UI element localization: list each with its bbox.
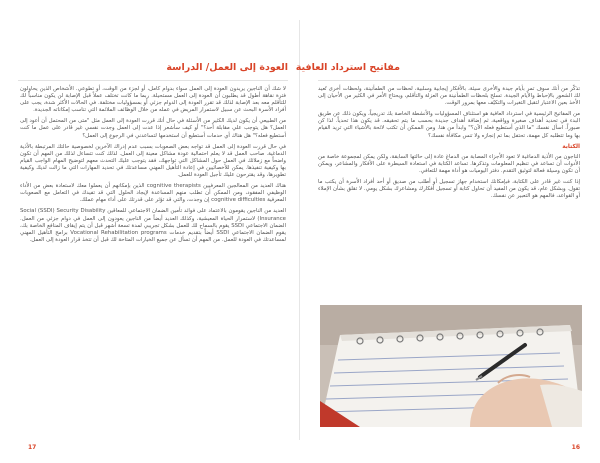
journal-writing-illustration xyxy=(320,305,582,427)
journal-writing-photo xyxy=(320,305,582,427)
writing-subheading: الكتابة xyxy=(562,143,580,150)
left-paragraph-3: في حال قررت العودة إلى العمل قد تواجه بعض الصعوبات بسبب عدم إدراك الآخرين لخصوصية حالتك المرتبطة بالأذية الدماغية. صاحب العمل قد لا يعلم احتمالية عودة مشاكل معينة إلى العمل. لذلك كنت تتساءل لذلك من المهم أن تكون واضحاً مع زملائك في العمل حول المشاكل التي تواجهك، فقد يتوجب عليك التحدث معهم لتوضيح المهام الواجب القيام بها وكيفية تنفيذها. يمكن للأخصائيين في إعادة التأهيل المهني مساعدتك في تحديد المهارات التي ما زالت لديك وكيفية تطويرها، وقد يقترحون عليك تأجيل العودة للعمل. xyxy=(20,143,286,179)
right-heading-rule xyxy=(318,80,580,81)
right-paragraph-1: تذكّر من أنك سوف تمر بأيام جيدة والأخرى سيئة، بالأفكار إيجابية وسلبية، لحظات من الطمأنينة، ولحظات أخرى تُعيد لك الشعور بالإحباط والأيام الجيدة. تسلح بلحظات الطمأنينة من العزلة والتأقلم، ويحتاج الأمر في الكثير من الأحيان إلى الأخذ بعين الاعتبار لتقبل التغيرات والتكيّف معها بمرور الوقت. xyxy=(318,86,580,107)
right-page-body xyxy=(318,86,580,204)
right-page-number: 16 xyxy=(571,444,580,451)
left-page-number: 17 xyxy=(28,444,37,451)
left-page-body xyxy=(20,86,286,248)
left-page-heading: العودة إلى العمل/ الدراسة xyxy=(166,62,288,73)
right-paragraph-3: الناجون من الأذية الدماغية لا تعود الأجزاء المصابة من الدماغ عادة إلى حالتها السابقة، ولكن يمكن لمجموعة خاصة من الأدوات أن تساعد في تنظيم المعلومات وتذكرها. تساعد الكتابة في استعادة السيطرة على الأفكار والمشاعر، ويمكن أن تكون وسيلة فعالة لتوثيق التقدم. دفتر اليوميات هو أداة مهمة للتعافي. xyxy=(318,153,580,174)
right-paragraph-2: من المفاتيح الرئيسية في استرداد العافية هو استئناف المسؤوليات والأنشطة الخاصة بك تدريجياً، ويكون ذلك عن طريق البدء في تحديد أهداف صغيرة وواقعية، ثم إضافة أهداف جديدة بحسب ما يتم تحقيقه. قد يكون هذا تحدياً. لذا كن صبوراً. اسأل نفسك "ما الذي أستطيع فعله الآن؟" وابدأ من هنا. ومن الممكن أن تكتب لائحة بالأشياء التي تريد القيام بها وما تتطلبه كل مهمة، تحتفل بما تم إنجازه ولا تنس مكافأة نفسك؟ xyxy=(318,111,580,139)
left-paragraph-4: هناك العديد من المعالجين المعرفيين cognitive therapists الذين بإمكانهم أن يعملوا معك لاستعادة بعض من الأداء الوظيفي المفقود، ومن الممكن أن تطلب منهم المساعدة لإيجاد الحلول التي قد تفيدك في التعامل مع الصعوبات المعرفية cognitive difficulties إن وجدت، والتي قد تؤثر على قدرتك على أداء مهام عملك. xyxy=(20,183,286,204)
left-paragraph-5: العديد من الناجين يقومون بالاعتماد على فوائد تأمين الضمان الاجتماعي للمعاقين Social (SSDI) Security Disability Insurance) لاستمرار الحياة المعيشية، وكذلك العديد أيضاً من الناجين يعودون إلى العمل في دوام جزئي من العمل. الضمان الاجتماعي SSDI يقوم بالسماح لك للعمل بشكل تجريبي لمدة تسعة أشهر قبل أن يتم إيقاف المنافع الخاصة بك، يقوم الضمان الاجتماعي SSDI أيضاً بتقديم خدمات Vocational Rehabilitation programs برامج التأهيل المهني لمساعدتك في العودة للعمل. من المهم أن تسأل عن جميع الخيارات المتاحة لك قبل أن تتخذ قرار العودة إلى العمل. xyxy=(20,208,286,243)
left-heading-rule xyxy=(18,80,288,81)
left-paragraph-1: لا شك أن الناجين يريدون العودة إلى العمل سواء بدوام كامل، أو لجزء من الوقت، أو تطوعي. الأشخاص الذين يحاولون فترة نقاهة أطول قد يطلبون أن العودة إلى العمل مستحيلة. ربما ما كانت تختلف عملاً قبل الإصابة لن يكون مناسباً لك للتأقلم معه بعد الإصابة لذلك قد تقرر العودة إلى الدوام جزئي أو بمسؤوليات مختلفة. في الحالات الأكثر شدة، يجب على أفراد الأسرة البحث عن سبيل لاستمرار المريض في عمله من خلال الوظائف الملائمة التي تناسب إمكاناته الجديدة. xyxy=(20,86,286,114)
left-paragraph-2: من الطبيعي أن يكون لديك الكثير من الأسئلة في حال أنك قررت العودة إلى العمل مثل "متى من المحتمل أن أعود إلى العمل؟ هل يتوجب علي مقابلة أحد؟" أو كيف سأشعر إذا عدت إلى العمل وجدت نفسي غير قادر على عمل ما كنت أستطيع فعله؟" هل هناك أي حدمات أستطيع أن استخدمها لتساعدني في الرجوع إلى العمل؟ xyxy=(20,118,286,139)
right-page-heading: مفاتيح استرداد العافية xyxy=(295,62,400,73)
right-paragraph-4: إذا كنت غير قادر على الكتابة، فبإمكانك استخدام جهاز تسجيل أو أطلب من صديق أو أحد أفراد الأسرة أن يكتب ما تقول. وبشكل عام، قد يكون من المفيد أن تحاول كتابة أو تسجيل أفكارك ومشاعرك بشكل يومي. لا تقلق بشأن الإملاء أو القواعد، فالمهم هو التعبير عن نفسك. xyxy=(318,178,580,200)
